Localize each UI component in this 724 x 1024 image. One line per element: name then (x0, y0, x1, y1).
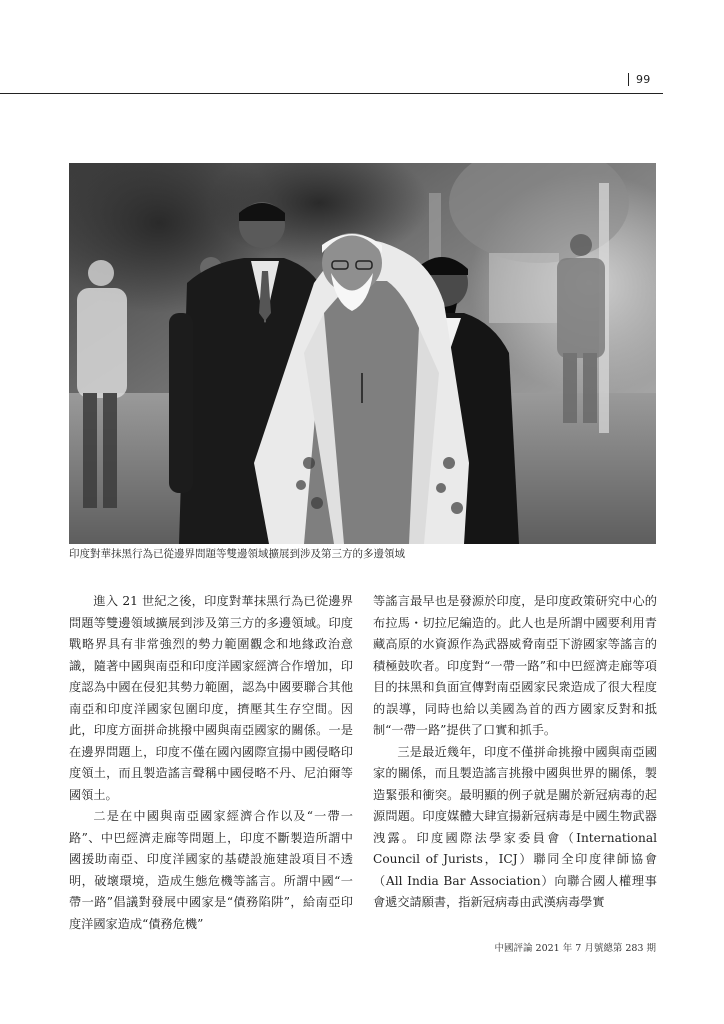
photo-caption: 印度對華抹黑行為已從邊界問題等雙邊領域擴展到涉及第三方的多邊領域 (69, 548, 405, 560)
photo-illustration (69, 163, 656, 544)
body-column-left (69, 591, 353, 935)
publication-footer: 中國評論 2021 年 7 月號總第 283 期 (494, 943, 656, 954)
page-number: 99 (636, 72, 651, 86)
paragraph: 三是最近幾年，印度不僅拼命挑撥中國與南亞國家的關係，而且製造謠言挑撥中國與世界的關係，製造緊張和衝突。最明顯的例子就是關於新冠病毒的起源問題。印度媒體大肆宣揚新冠病毒是中國生物武器洩露。印度國際法學家委員會（International Council of Jurists，ICJ）聯同全印度律師協會（All India Bar Association）向聯合國人權理事會遞交請願書，指新冠病毒由武漢病毒學實 (373, 744, 657, 909)
paragraph: 二是在中國與南亞國家經濟合作以及“一帶一路”、中巴經濟走廊等問題上，印度不斷製造所謂中國援助南亞、印度洋國家的基礎設施建設項目不透明，破壞環境，造成生態危機等謠言。所謂中國“一帶一路”倡議對發展中國家是“債務陷阱”，給南亞印度洋國家造成“債務危機” (69, 809, 353, 931)
news-photo (69, 163, 656, 544)
page-number-divider (628, 73, 629, 86)
page-header (628, 71, 651, 87)
paragraph: 進入 21 世紀之後，印度對華抹黑行為已從邊界問題等雙邊領域擴展到涉及第三方的多邊領域。印度戰略界具有非常強烈的勢力範圍觀念和地緣政治意識，隨著中國與南亞和印度洋國家經濟合作增加，印度認為中國在侵犯其勢力範圍，認為中國要聯合其他南亞和印度洋國家包圍印度，擠壓其生存空間。因此，印度方面拼命挑撥中國與南亞國家的關係。一是在邊界問題上，印度不僅在國內國際宣揚中國侵略印度領土，而且製造謠言聲稱中國侵略不丹、尼泊爾等國領土。 (69, 594, 353, 802)
body-column-right (373, 591, 657, 914)
header-rule (0, 93, 663, 94)
paragraph: 等謠言最早也是發源於印度，是印度政策研究中心的布拉馬・切拉尼編造的。此人也是所謂中國要利用青藏高原的水資源作為武器威脅南亞下游國家等謠言的積極鼓吹者。印度對“一帶一路”和中巴經濟走廊等項目的抹黑和負面宣傳對南亞國家民衆造成了很大程度的誤導，同時也給以美國為首的西方國家反對和抵制“一帶一路”提供了口實和抓手。 (373, 594, 657, 737)
